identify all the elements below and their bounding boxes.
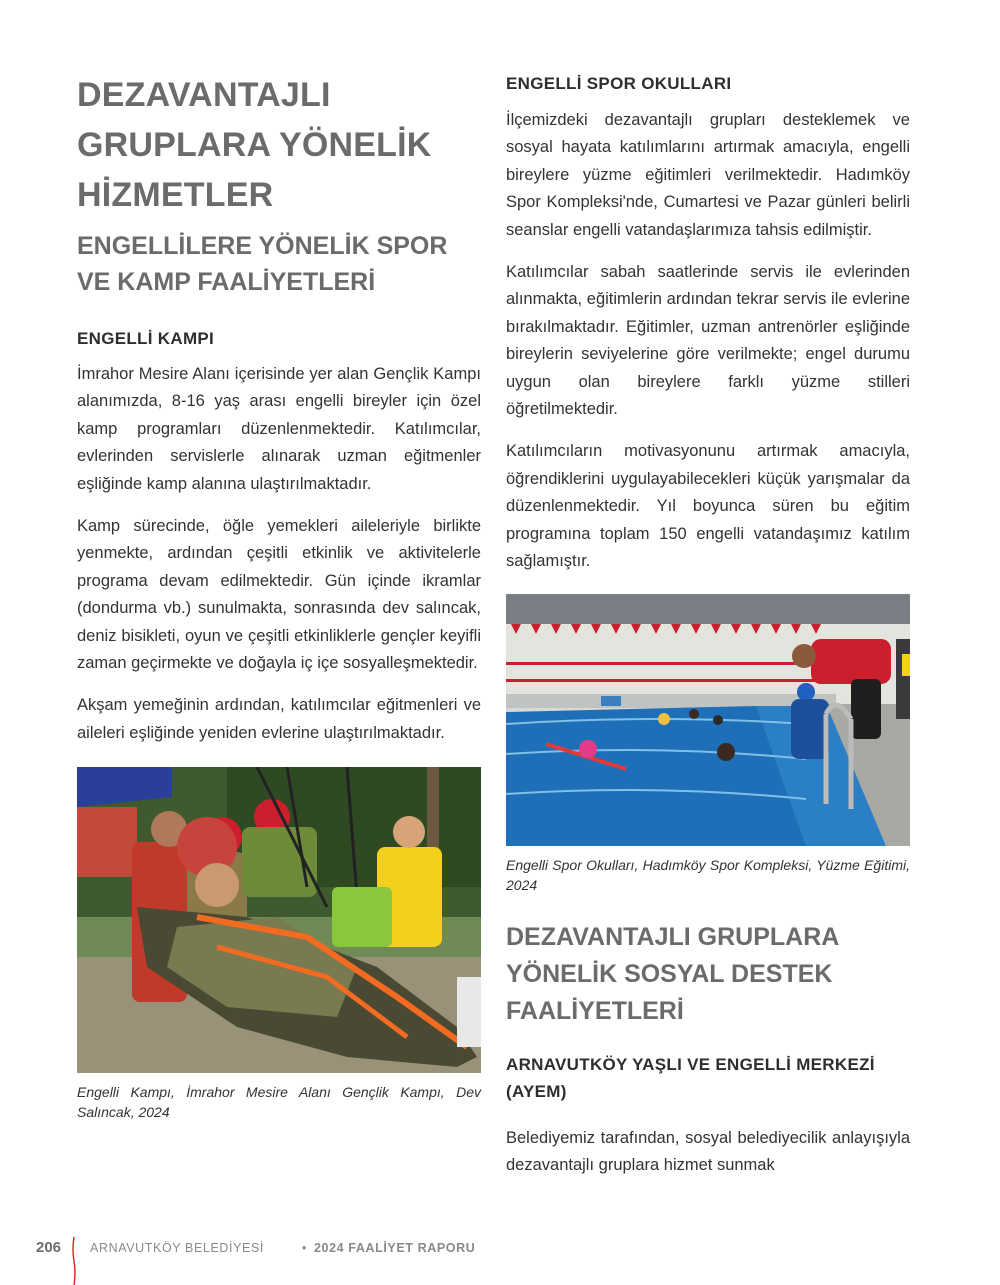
social-support-title-line-3: FAALİYETLERİ xyxy=(506,996,684,1025)
section-subtitle-line-2: VE KAMP FAALİYETLERİ xyxy=(77,268,376,296)
sport-paragraph-1: İlçemizdeki dezavantajlı grupları desteklemek ve sosyal hayata katılımlarını artırmak amacıyla, engelli bireylere yüzme eğitimleri verilmektedir. Hadımköy Spor Kompleksi'nde, Cumartesi ve Pazar günleri belirli seanslar engelli vatandaşlarımıza tahsis edilmiştir. xyxy=(506,111,910,239)
camp-photo-caption: Engelli Kampı, İmrahor Mesire Alanı Gençlik Kampı, Dev Salıncak, 2024 xyxy=(77,1084,481,1121)
sport-paragraph-2: Katılımcılar sabah saatlerinde servis ile evlerinden alınmakta, eğitimlerin ardından tekrar servis ile evlerine bırakılmaktadır. Eğitimler, uzman antrenörler eşliğinde bireylerin seviyelerine göre verilmekte; engel durumu uygun olan bireylere farklı yüzme stilleri öğretilmektedir. xyxy=(506,263,910,419)
section-subtitle-line-1: ENGELLİLERE YÖNELİK SPOR xyxy=(77,232,448,260)
ayem-heading xyxy=(506,1051,910,1105)
social-support-title-line-2: YÖNELİK SOSYAL DESTEK xyxy=(506,959,833,988)
footer-separator-line xyxy=(72,1237,76,1285)
page-number: 206 xyxy=(36,1239,62,1256)
page-title-line-1: DEZAVANTAJLI xyxy=(77,76,331,114)
footer-organization: ARNAVUTKÖY BELEDİYESİ xyxy=(90,1241,264,1255)
swimming-pool-photo xyxy=(506,594,910,846)
camp-paragraph-3: Akşam yemeğinin ardından, katılımcılar eğitmenleri ve aileleri eşliğinde yeniden evlerine ulaştırılmaktadır. xyxy=(77,696,481,742)
camp-paragraph-2: Kamp sürecinde, öğle yemekleri aileleriyle birlikte yenmekte, ardından çeşitli etkinlik ve aktivitelerle programa devam edilmektedir. Gün içinde ikramlar (dondurma vb.) sunulmakta, sonrasında dev salıncak, deniz bisikleti, oyun ve çeşitli etkinliklerle gençler keyifli zaman geçirmekte ve doğayla iç içe sosyalleşmektedir. xyxy=(77,517,481,673)
page-title xyxy=(77,70,481,220)
camp-paragraph-1: İmrahor Mesire Alanı içerisinde yer alan Gençlik Kampı alanımızda, 8-16 yaş arası engelli bireyler için özel kamp programları düzenlenmektedir. Katılımcılar, evlerinden servislerle alınarak uzman eğitmenler eşliğinde kamp alanına ulaştırılmaktadır. xyxy=(77,365,481,493)
sport-paragraph-3: Katılımcıların motivasyonunu artırmak amacıyla, öğrendiklerini uygulayabilecekleri küçük yarışmalar da düzenlenmektedir. Yıl boyunca süren bu eğitim programına toplam 150 engelli vatandaşımız katılım sağlamıştır. xyxy=(506,442,910,571)
page-title-line-2: GRUPLARA YÖNELİK xyxy=(77,126,432,164)
sport-school-heading: ENGELLİ SPOR OKULLARI xyxy=(506,74,732,93)
section-subtitle xyxy=(77,228,481,300)
ayem-paragraph: Belediyemiz tarafından, sosyal belediyecilik anlayışıyla dezavantajlı gruplara hizmet sunmak xyxy=(506,1128,910,1174)
right-column xyxy=(506,70,910,1179)
left-column xyxy=(77,70,481,1122)
social-support-title xyxy=(506,919,910,1030)
page-title-line-3: HİZMETLER xyxy=(77,176,274,214)
ayem-heading-line-1: ARNAVUTKÖY YAŞLI VE ENGELLİ MERKEZİ xyxy=(506,1054,875,1074)
footer-dot-separator: • xyxy=(302,1241,307,1255)
pool-photo-caption: Engelli Spor Okulları, Hadımköy Spor Kompleksi, Yüzme Eğitimi, 2024 xyxy=(506,856,910,893)
camp-swing-photo xyxy=(77,767,481,1073)
ayem-heading-line-2: (AYEM) xyxy=(506,1081,567,1101)
social-support-title-line-1: DEZAVANTAJLI GRUPLARA xyxy=(506,922,840,951)
footer-report-title: 2024 FAALİYET RAPORU xyxy=(314,1241,476,1255)
camp-heading: ENGELLİ KAMPI xyxy=(77,329,215,348)
